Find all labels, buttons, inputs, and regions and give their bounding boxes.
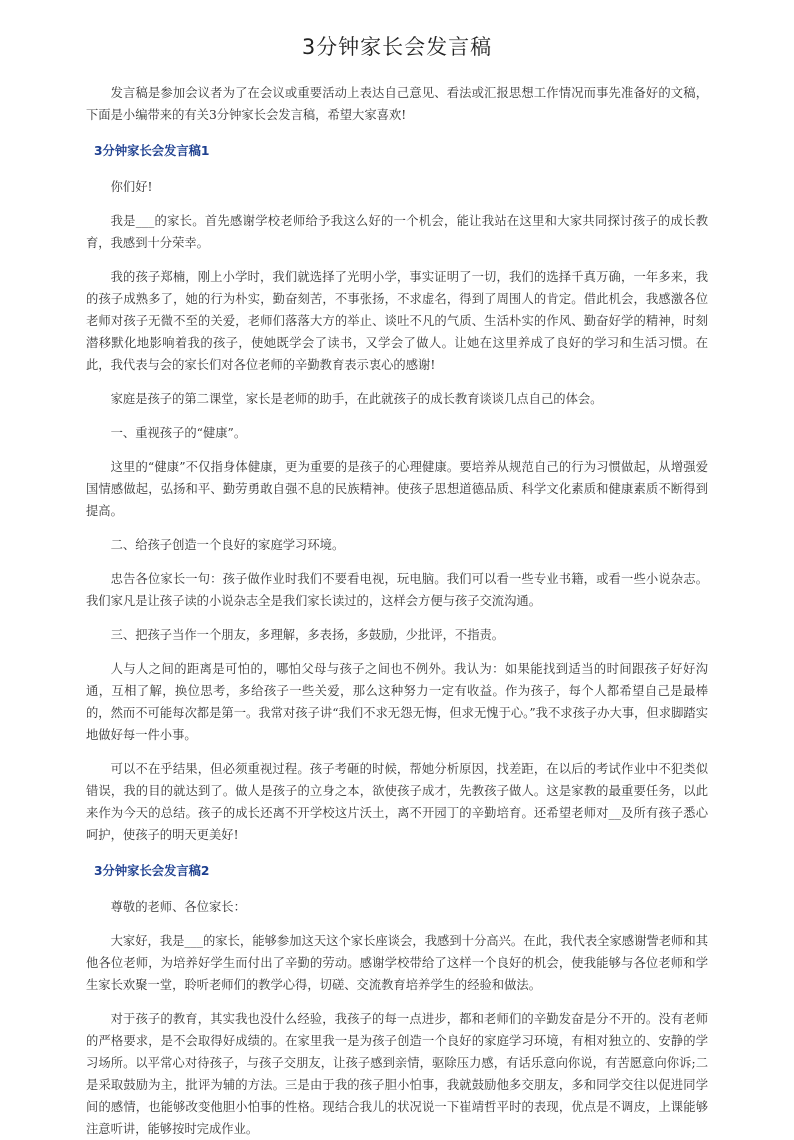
paragraph: 我是___的家长。首先感谢学校老师给予我这么好的一个机会，能让我站在这里和大家共同探讨孩子的成长教育，我感到十分荣幸。 [86,214,708,250]
page-title: 3分钟家长会发言稿 [301,35,493,59]
paragraph: 一、重视孩子的“健康”。 [110,426,247,440]
paragraph: 你们好! [110,180,153,194]
section-heading-2: 3分钟家长会发言稿2 [94,864,210,878]
intro-paragraph: 发言稿是参加会议者为了在会议或重要活动上表达自己意见、看法或汇报思想工作情况而事先准备好的文稿，下面是小编带来的有关3分钟家长会发言稿，希望大家喜欢! [86,86,708,122]
paragraph: 二、给孩子创造一个良好的家庭学习环境。 [110,538,345,552]
paragraph: 可以不在乎结果，但必须重视过程。孩子考砸的时候，帮她分析原因，找差距，在以后的考试作业中不犯类似错误，我的目的就达到了。做人是孩子的立身之本，欲使孩子成才，先教孩子做人。这是家教的最重要任务，以此来作为今天的总结。孩子的成长还离不开学校这片沃土，离不开园丁的辛勤培育。还希望老师对__及所有孩子悉心呵护，使孩子的明天更美好! [86,762,708,842]
paragraph: 尊敬的老师、各位家长： [110,900,246,914]
paragraph: 大家好，我是___的家长，能够参加这天这个家长座谈会，我感到十分高兴。在此，我代表全家感谢訾老师和其他各位老师，为培养好学生而付出了辛勤的劳动。感谢学校带给了这样一个良好的机会，使我能够与各位老师和学生家长欢聚一堂，聆听老师们的教学心得，切磋、交流教育培养学生的经验和做法。 [86,934,708,992]
section-heading-1: 3分钟家长会发言稿1 [94,144,210,158]
paragraph: 对于孩子的教育，其实我也没什么经验，我孩子的每一点进步，都和老师们的辛勤发奋是分不开的。没有老师的严格要求，是不会取得好成绩的。在家里我一是为孩子创造一个良好的家庭学习环境，有相对独立的、安静的学习场所。以平常心对待孩子，与孩子交朋友，让孩子感到亲情，驱除压力感，有话乐意向你说，有苦愿意向你诉;二是采取鼓励为主，批评为辅的方法。三是由于我的孩子胆小怕事，我就鼓励他多交朋友，多和同学交往以促进同学间的感情，也能够改变他胆小怕事的性格。现结合我儿的状况说一下崔靖哲平时的表现，优点是不调皮，上课能够注意听讲，能够按时完成作业。 [86,1012,708,1136]
paragraph: 人与人之间的距离是可怕的，哪怕父母与孩子之间也不例外。我认为：如果能找到适当的时间跟孩子好好沟通，互相了解，换位思考，多给孩子一些关爱，那么这种努力一定有收益。作为孩子，每个人都希望自己是最棒的，然而不可能每次都是第一。我常对孩子讲“我们不求无怨无悔，但求无愧于心。”我不求孩子办大事，但求脚踏实地做好每一件小事。 [86,662,708,742]
paragraph: 忠告各位家长一句：孩子做作业时我们不要看电视，玩电脑。我们可以看一些专业书籍，或看一些小说杂志。我们家凡是让孩子读的小说杂志全是我们家长读过的，这样会方便与孩子交流沟通。 [86,572,708,608]
paragraph: 三、把孩子当作一个朋友，多理解，多表扬，多鼓励，少批评，不指责。 [110,628,505,642]
paragraph: 家庭是孩子的第二课堂，家长是老师的助手，在此就孩子的成长教育谈谈几点自己的体会。 [110,392,603,406]
paragraph: 我的孩子郑楠，刚上小学时，我们就选择了光明小学，事实证明了一切，我们的选择千真万确，一年多来，我的孩子成熟多了，她的行为朴实，勤奋刻苦，不事张扬，不求虚名，得到了周围人的肯定。借此机会，我感激各位老师对孩子无微不至的关爱，老师们落落大方的举止、谈吐不凡的气质、生活朴实的作风、勤奋好学的精神，时刻潜移默化地影响着我的孩子，使她既学会了读书，又学会了做人。让她在这里养成了良好的学习和生活习惯。在此，我代表与会的家长们对各位老师的辛勤教育表示衷心的感谢! [86,270,708,372]
paragraph: 这里的“健康”不仅指身体健康，更为重要的是孩子的心理健康。要培养从规范自己的行为习惯做起，从增强爱国情感做起，弘扬和平、勤劳勇敢自强不息的民族精神。使孩子思想道德品质、科学文化素质和健康素质不断得到提高。 [86,460,708,518]
